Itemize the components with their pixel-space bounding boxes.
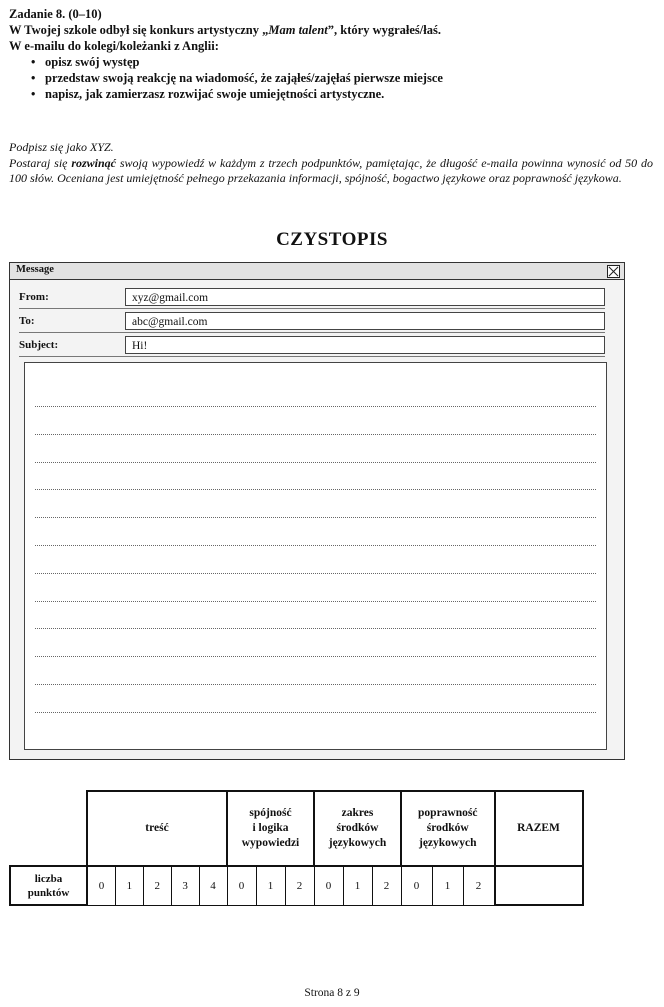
section-heading: CZYSTOPIS — [276, 229, 388, 250]
row-label: liczba — [34, 872, 63, 885]
intro-line-2: W e-mailu do kolegi/koleżanki z Anglii: — [9, 39, 219, 53]
writing-line — [35, 462, 596, 463]
blank-cell — [10, 791, 87, 866]
bullet-item: • opisz swój występ — [45, 54, 653, 70]
score-header-row — [10, 791, 583, 866]
message-titlebar — [10, 263, 624, 280]
category-label: i logika — [252, 822, 289, 834]
writing-line — [35, 712, 596, 713]
category-label: językowych — [328, 837, 387, 849]
point-cell: 2 — [143, 866, 171, 905]
category-label: wypowiedzi — [241, 837, 300, 849]
divider — [19, 332, 605, 333]
page-number: Strona 8 z 9 — [304, 987, 360, 999]
task-bullets — [9, 54, 653, 102]
intro-text-end: ”, który wygrałeś/łaś. — [327, 23, 441, 37]
writing-line — [35, 489, 596, 490]
points-row-label — [10, 866, 87, 905]
point-cell: 1 — [432, 866, 463, 905]
point-cell: 0 — [401, 866, 432, 905]
writing-line — [35, 573, 596, 574]
close-icon[interactable] — [607, 265, 620, 278]
category-label: językowych — [419, 837, 477, 849]
score-points-row — [10, 866, 583, 905]
length-instruction — [9, 156, 653, 187]
message-window — [9, 262, 625, 760]
point-cell: 1 — [256, 866, 285, 905]
point-cell: 2 — [285, 866, 314, 905]
instr-text-rest: swoją wypowiedź w każdym z trzech podpunktów, pamiętając, że długość e-maila powinna wynosić od 50 do 100 słów. Oceniana jest umiejętność pełnego przekazania informacji, spójność, bogactwo językowe oraz poprawność językowa. — [9, 155, 653, 185]
writing-line — [35, 545, 596, 546]
task-title: Zadanie 8. (0–10) — [9, 7, 102, 21]
point-cell: 0 — [314, 866, 343, 905]
category-poprawnosc — [401, 791, 495, 866]
subject-row — [19, 336, 605, 356]
category-label: środków — [426, 822, 469, 834]
writing-line — [35, 628, 596, 629]
subject-label: Subject: — [19, 339, 59, 351]
instr-bold: rozwinąć — [71, 155, 117, 170]
writing-line — [35, 434, 596, 435]
intro-text: W Twojej szkole odbył się konkurs artystyczny „ — [9, 23, 269, 37]
to-label: To: — [19, 315, 35, 327]
to-row — [19, 312, 605, 332]
subject-field[interactable]: Hi! — [125, 336, 605, 354]
writing-line — [35, 406, 596, 407]
writing-line — [35, 684, 596, 685]
category-spojnosc — [227, 791, 314, 866]
instructions — [9, 140, 653, 187]
task-intro — [9, 22, 653, 54]
row-label: punktów — [27, 886, 70, 899]
bullet-item: • napisz, jak zamierzasz rozwijać swoje umiejętności artystyczne. — [45, 86, 653, 102]
bullet-item: • przedstaw swoją reakcję na wiadomość, że zająłeś/zajęłaś pierwsze miejsce — [45, 70, 653, 86]
category-label: treść — [145, 822, 169, 834]
from-field[interactable]: xyz@gmail.com — [125, 288, 605, 306]
from-label: From: — [19, 291, 49, 303]
category-zakres — [314, 791, 401, 866]
message-body[interactable] — [24, 362, 607, 750]
instr-text: Postaraj się — [9, 155, 72, 170]
category-label: spójność — [249, 807, 292, 819]
writing-line — [35, 656, 596, 657]
sign-instruction: Podpisz się jako XYZ. — [9, 140, 114, 154]
point-cell: 1 — [115, 866, 143, 905]
point-cell: 0 — [227, 866, 256, 905]
point-cell: 3 — [171, 866, 199, 905]
window-title: Message — [16, 264, 54, 275]
score-table — [9, 790, 584, 906]
writing-line — [35, 517, 596, 518]
to-field[interactable]: abc@gmail.com — [125, 312, 605, 330]
category-tresc — [87, 791, 227, 866]
task-block — [9, 6, 653, 102]
point-cell: 1 — [343, 866, 372, 905]
writing-line — [35, 601, 596, 602]
total-cell[interactable] — [495, 866, 583, 905]
point-cell: 2 — [463, 866, 495, 905]
point-cell: 4 — [199, 866, 227, 905]
point-cell: 2 — [372, 866, 401, 905]
from-row — [19, 288, 605, 308]
category-label: zakres — [341, 807, 374, 819]
contest-name: Mam talent — [268, 23, 328, 37]
total-header: RAZEM — [495, 791, 583, 866]
category-label: środków — [336, 822, 379, 834]
divider — [19, 308, 605, 309]
divider — [19, 356, 605, 357]
point-cell: 0 — [87, 866, 115, 905]
category-label: poprawność — [418, 807, 478, 819]
